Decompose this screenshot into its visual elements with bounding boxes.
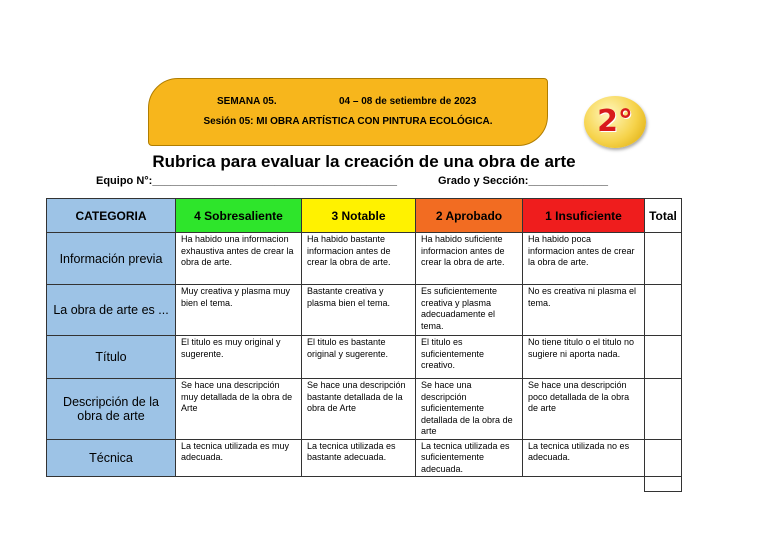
- header-level-2: 2 Aprobado: [416, 199, 523, 233]
- criteria-cell: Muy creativa y plasma muy bien el tema.: [176, 285, 302, 336]
- session-title: Sesión 05: MI OBRA ARTÍSTICA CON PINTURA ECOLÓGICA.: [203, 116, 493, 127]
- table-row: [47, 439, 682, 477]
- criteria-cell: Se hace una descripción suficientemente detallada de la obra de arte: [416, 379, 523, 440]
- total-cell[interactable]: [645, 439, 682, 477]
- criteria-cell: La tecnica utilizada no es adecuada.: [523, 439, 645, 477]
- criteria-cell: Bastante creativa y plasma bien el tema.: [302, 285, 416, 336]
- criteria-cell: Se hace una descripción muy detallada de la obra de Arte: [176, 379, 302, 440]
- header-level-4: 4 Sobresaliente: [176, 199, 302, 233]
- table-row: [47, 336, 682, 379]
- category-cell: Título: [47, 336, 176, 379]
- header-category: CATEGORIA: [47, 199, 176, 233]
- date-range: 04 – 08 de setiembre de 2023: [339, 96, 477, 107]
- total-cell[interactable]: [645, 285, 682, 336]
- criteria-cell: No tiene titulo o el titulo no sugiere ni aporta nada.: [523, 336, 645, 379]
- table-row: [47, 233, 682, 285]
- criteria-cell: Es suficientemente creativa y plasma adecuadamente el tema.: [416, 285, 523, 336]
- criteria-cell: La tecnica utilizada es bastante adecuada.: [302, 439, 416, 477]
- grade-badge: [584, 96, 646, 148]
- criteria-cell: No es creativa ni plasma el tema.: [523, 285, 645, 336]
- header-total: Total: [645, 199, 682, 233]
- table-row: [47, 285, 682, 336]
- grade-badge-text: 2°: [597, 104, 633, 139]
- criteria-cell: El titulo es suficientemente creativo.: [416, 336, 523, 379]
- criteria-cell: Ha habido suficiente informacion antes de crear la obra de arte.: [416, 233, 523, 285]
- criteria-cell: Se hace una descripción poco detallada de la obra de arte: [523, 379, 645, 440]
- document-title: Rubrica para evaluar la creación de una obra de arte: [152, 152, 576, 171]
- category-cell: Descripción de la obra de arte: [47, 379, 176, 440]
- criteria-cell: El titulo es bastante original y sugerente.: [302, 336, 416, 379]
- category-cell: Información previa: [47, 233, 176, 285]
- criteria-cell: Ha habido una informacion exhaustiva antes de crear la obra de arte.: [176, 233, 302, 285]
- header-row: [47, 199, 682, 233]
- criteria-cell: Ha habido bastante informacion antes de crear la obra de arte.: [302, 233, 416, 285]
- rubric-table: [46, 198, 682, 492]
- criteria-cell: La tecnica utilizada es muy adecuada.: [176, 439, 302, 477]
- week-label: SEMANA 05.: [217, 96, 277, 107]
- category-cell: La obra de arte es ...: [47, 285, 176, 336]
- table-row: [47, 379, 682, 440]
- criteria-cell: Ha habido poca informacion antes de crear la obra de arte.: [523, 233, 645, 285]
- criteria-cell: Se hace una descripción bastante detallada de la obra de Arte: [302, 379, 416, 440]
- session-banner: [148, 78, 548, 146]
- criteria-cell: El titulo es muy original y sugerente.: [176, 336, 302, 379]
- category-cell: Técnica: [47, 439, 176, 477]
- criteria-cell: La tecnica utilizada es suficientemente adecuada.: [416, 439, 523, 477]
- team-number-field: Equipo N°:________________________________________: [96, 175, 398, 187]
- total-cell[interactable]: [645, 336, 682, 379]
- total-cell[interactable]: [645, 379, 682, 440]
- header-level-1: 1 Insuficiente: [523, 199, 645, 233]
- grand-total-row: [47, 477, 682, 492]
- header-level-3: 3 Notable: [302, 199, 416, 233]
- total-cell[interactable]: [645, 233, 682, 285]
- grand-total-cell[interactable]: [645, 477, 682, 492]
- grade-section-field: Grado y Sección:_____________: [438, 175, 609, 187]
